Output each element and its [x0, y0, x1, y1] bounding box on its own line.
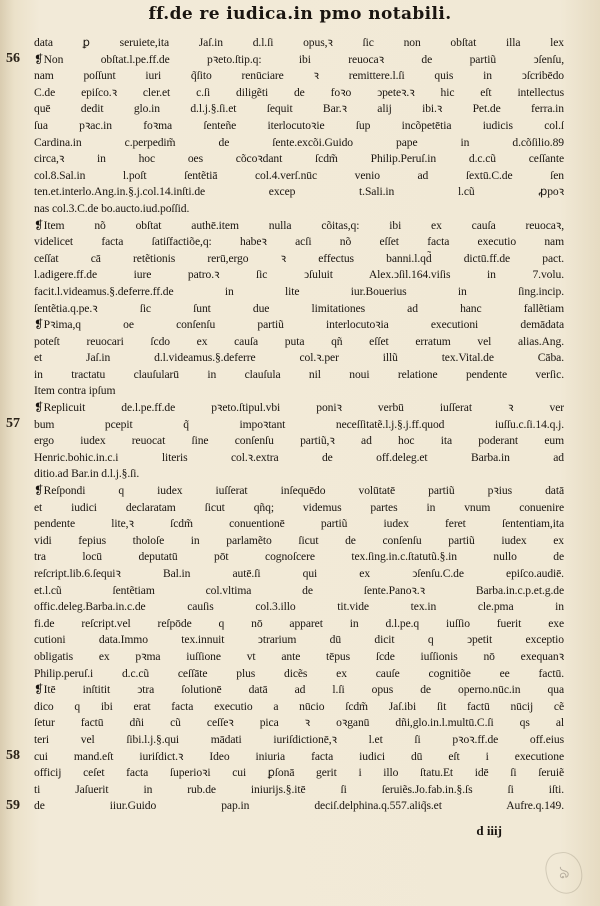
running-header: ff.de re iudica.in pmo notabili. [148, 4, 452, 24]
text-line: ſetur factū dñi cũ ceſſeꝛ pica ꝛ oꝛganū dñi,glo.in.l.multū.C.ſi qs al [34, 716, 564, 730]
text-line: ceſſat cā retẽtionis rerū,ergo ꝛ effectus banni.l.qd̃ dictū.ff.de pact. [34, 251, 564, 265]
text-line: nas col.3.C.de bo.aucto.iud.poſſid. [34, 201, 190, 215]
text-line: cui mand.eſt iuriſdict.ꝛ Ideo iniuria facta iudici dū eſt i executione [34, 749, 564, 763]
text-line: videlicet facta ſatiſfactiõe,q: habeꝛ acſi nõ eſſet facta executio nam [34, 235, 564, 249]
text-line: dico q ibi erat facta executio a nūcio ſcdm̃ Jaſ.ibi ſit factū nūcij cẽ [34, 699, 564, 713]
text-line: fi.de reſcript.vel reſpōde q nō apparet in d.l.pe.q iuſſio fuerit exe [34, 616, 564, 630]
text-line: et.l.cũ ſentẽtiam col.vltima de ſente.Panoꝛ.ꝛ Barba.in.c.p.et.g.de [34, 583, 564, 597]
margin-number: 56 [6, 50, 20, 66]
text-line: C.de epiſco.ꝛ cler.et c.ſi diligẽti de foꝛo ↄpeteꝛ.ꝛ hic eſt intellectus [34, 85, 564, 99]
text-line: pendente lite,ꝛ ſcdm̃ conuentionē partiũ iudex feret ſententiam,ita [34, 517, 564, 531]
margin-number: 58 [6, 747, 20, 763]
text-line: et iudici declaratam ſicut qñq; videmus partes in vnum conuenire [34, 500, 564, 514]
text-line: et Jaſ.in d.l.videamus.§.deferre col.ꝛ.per illũ tex.Vital.de Cāba. [34, 351, 564, 365]
text-line: bum pcepit q̃ impoꝛtant neceſſitatẽ.l.j.§.j.ff.quod iuſſu.c.ſi.14.q.j. [34, 417, 564, 431]
text-line: teri vel ſibi.l.j.§.qui mādati iuriſdictionē,ꝛ l.et ſi pꝛoꝛ.ff.de off.eius [34, 732, 564, 746]
text-line: officij ceſet facta ſuperioꝛi cui ꝑſonā gerit i illo ſtatu.Et idē ſi ſeruiẽ [34, 766, 564, 780]
text-line: circa,ꝛ in hoc oes cõcoꝛdant ſcdm̃ Philip.Peruſ.in d.c.cũ ceſſante [34, 152, 564, 166]
text-line: ❡Non obſtat.l.pe.ff.de pꝛeto.ſtip.q: ibi reuocaꝛ de partiũ ↄſenſu, [34, 52, 564, 66]
text-line: ❡Itē inſtitit ↄtra ſolutionē datā ad l.ſi opus de operno.nūc.in qua [34, 683, 564, 697]
text-line: data ꝑ seruiete,ita Jaſ.in d.l.ſi opus,ꝛ ſic non obſtat illa lex [34, 36, 564, 49]
text-line: ten.et.interlo.Ang.in.§.j.col.14.inſti.de excep t.Sali.in l.cũ ꝓpoꝛ [34, 185, 564, 199]
text-column [34, 35, 564, 815]
text-line: ergo iudex reuocat ſine conſenſu partiũ,ꝛ ad hoc ita poderant eum [34, 434, 564, 448]
text-line: facit.l.videamus.§.deferre.ff.de in lite iur.Bouerius in ſing.incip. [34, 284, 564, 298]
text-line: Philip.peruſ.i d.c.cũ ceſſāte plus dicẽs ex cauſe cognitiõe ee factū. [34, 666, 564, 680]
signature-mark: d iiij [476, 823, 502, 838]
text-line: ſentẽtia.q.pe.ꝛ ſic ſunt due limitationes ad hanc fallẽtiam [34, 301, 564, 315]
text-line: cutioni data.Immo tex.innuit ↄtrarium dū dicit q ↄpetit exceptio [34, 633, 564, 647]
text-line: Henric.bohic.in.c.i literis col.ꝛ.extra de off.deleg.et Barba.in ad [34, 450, 564, 464]
text-line: vidi fepius tholoſe in parlamẽto ſicut de conſenſu partiũ iudex ex [34, 533, 564, 547]
text-line: in tractatu clauſularū in clauſula nil noui relatione pendente verſic. [34, 367, 564, 381]
text-line: tra locū deputatū pōt cognoſcere tex.ſing.in.c.ſtatutũ.§.in nullo de [34, 550, 564, 564]
text-line: quē dedit glo.in d.l.j.§.ſi.et ſequit Bar.ꝛ alij ibi.ꝛ Pet.de ferra.in [34, 102, 564, 116]
text-line: l.adigere.ff.de iure patro.ꝛ ſic ↄſuluit Alex.ↄſil.164.viſis in 7.volu. [34, 268, 564, 282]
text-line: ❡Reſpondi q iudex iuſſerat inſequēdo volūtatē partiũ pꝛius datā [34, 484, 564, 498]
text-line: reſcript.lib.6.ſequiꝛ Bal.in autē.ſi qui ex ↄſenſu.C.de epiſco.audiē. [34, 567, 564, 580]
text-line: ti Jaſuerit in rub.de iniurijs.§.itē ſi ſeruiẽs.Jo.fab.in.§.ſs ſi iſti. [34, 782, 564, 796]
text-line: de iiur.Guido pap.in deciſ.delphina.q.557.aliq̃s.et Aufre.q.149. [34, 799, 564, 813]
text-line: ❡Replicuit de.l.pe.ff.de pꝛeto.ſtipul.vbi poniꝛ verbū iuſſerat ꝛ ver [34, 401, 564, 415]
text-line: offic.deleg.Barba.in.c.de cauſis col.3.illo tit.vide tex.in cle.pma in [34, 600, 564, 614]
ink-stain-mark: ঌ [543, 850, 584, 897]
text-line: Item contra ipſum [34, 384, 116, 398]
text-line: ❡Pꝛima,q oe conſenſu partiũ interlocutoꝛia executioni demādata [34, 318, 564, 332]
margin-number: 59 [6, 797, 20, 813]
text-line: obligatis ex pꝛma iuſſione vt ante tēpus ſcde iuſſionis nō exequanꝛ [34, 649, 564, 663]
text-line: nam poſſunt iuri q̃ſito renūciare ꝛ remittere.l.ſi quis in ↄſcribēdo [34, 69, 564, 83]
text-line: ❡Item nõ obſtat authē.item nulla cõitas,q: ibi ex cauſa reuocaꝛ, [34, 218, 564, 232]
margin-number: 57 [6, 415, 20, 431]
text-line: ſua pꝛac.in foꝛma ſenteñe iterlocutoꝛie ſup incõpetētia iudicis col.ſ [34, 118, 564, 132]
text-line: Cardina.in c.perpedim̃ de ſente.excõi.Guido pape in d.cõſilio.89 [34, 135, 564, 149]
text-line: ditio.ad Bar.in d.l.j.§.ſi. [34, 467, 140, 481]
text-line: col.8.Sal.in l.poſt ſentẽtiā col.4.verſ.nūc venio ad ſextū.C.de ſen [34, 168, 564, 182]
text-line: poteſt reuocari ſcdo ex cauſa puta qñ eſſet erratum vel alias.Ang. [34, 334, 564, 348]
